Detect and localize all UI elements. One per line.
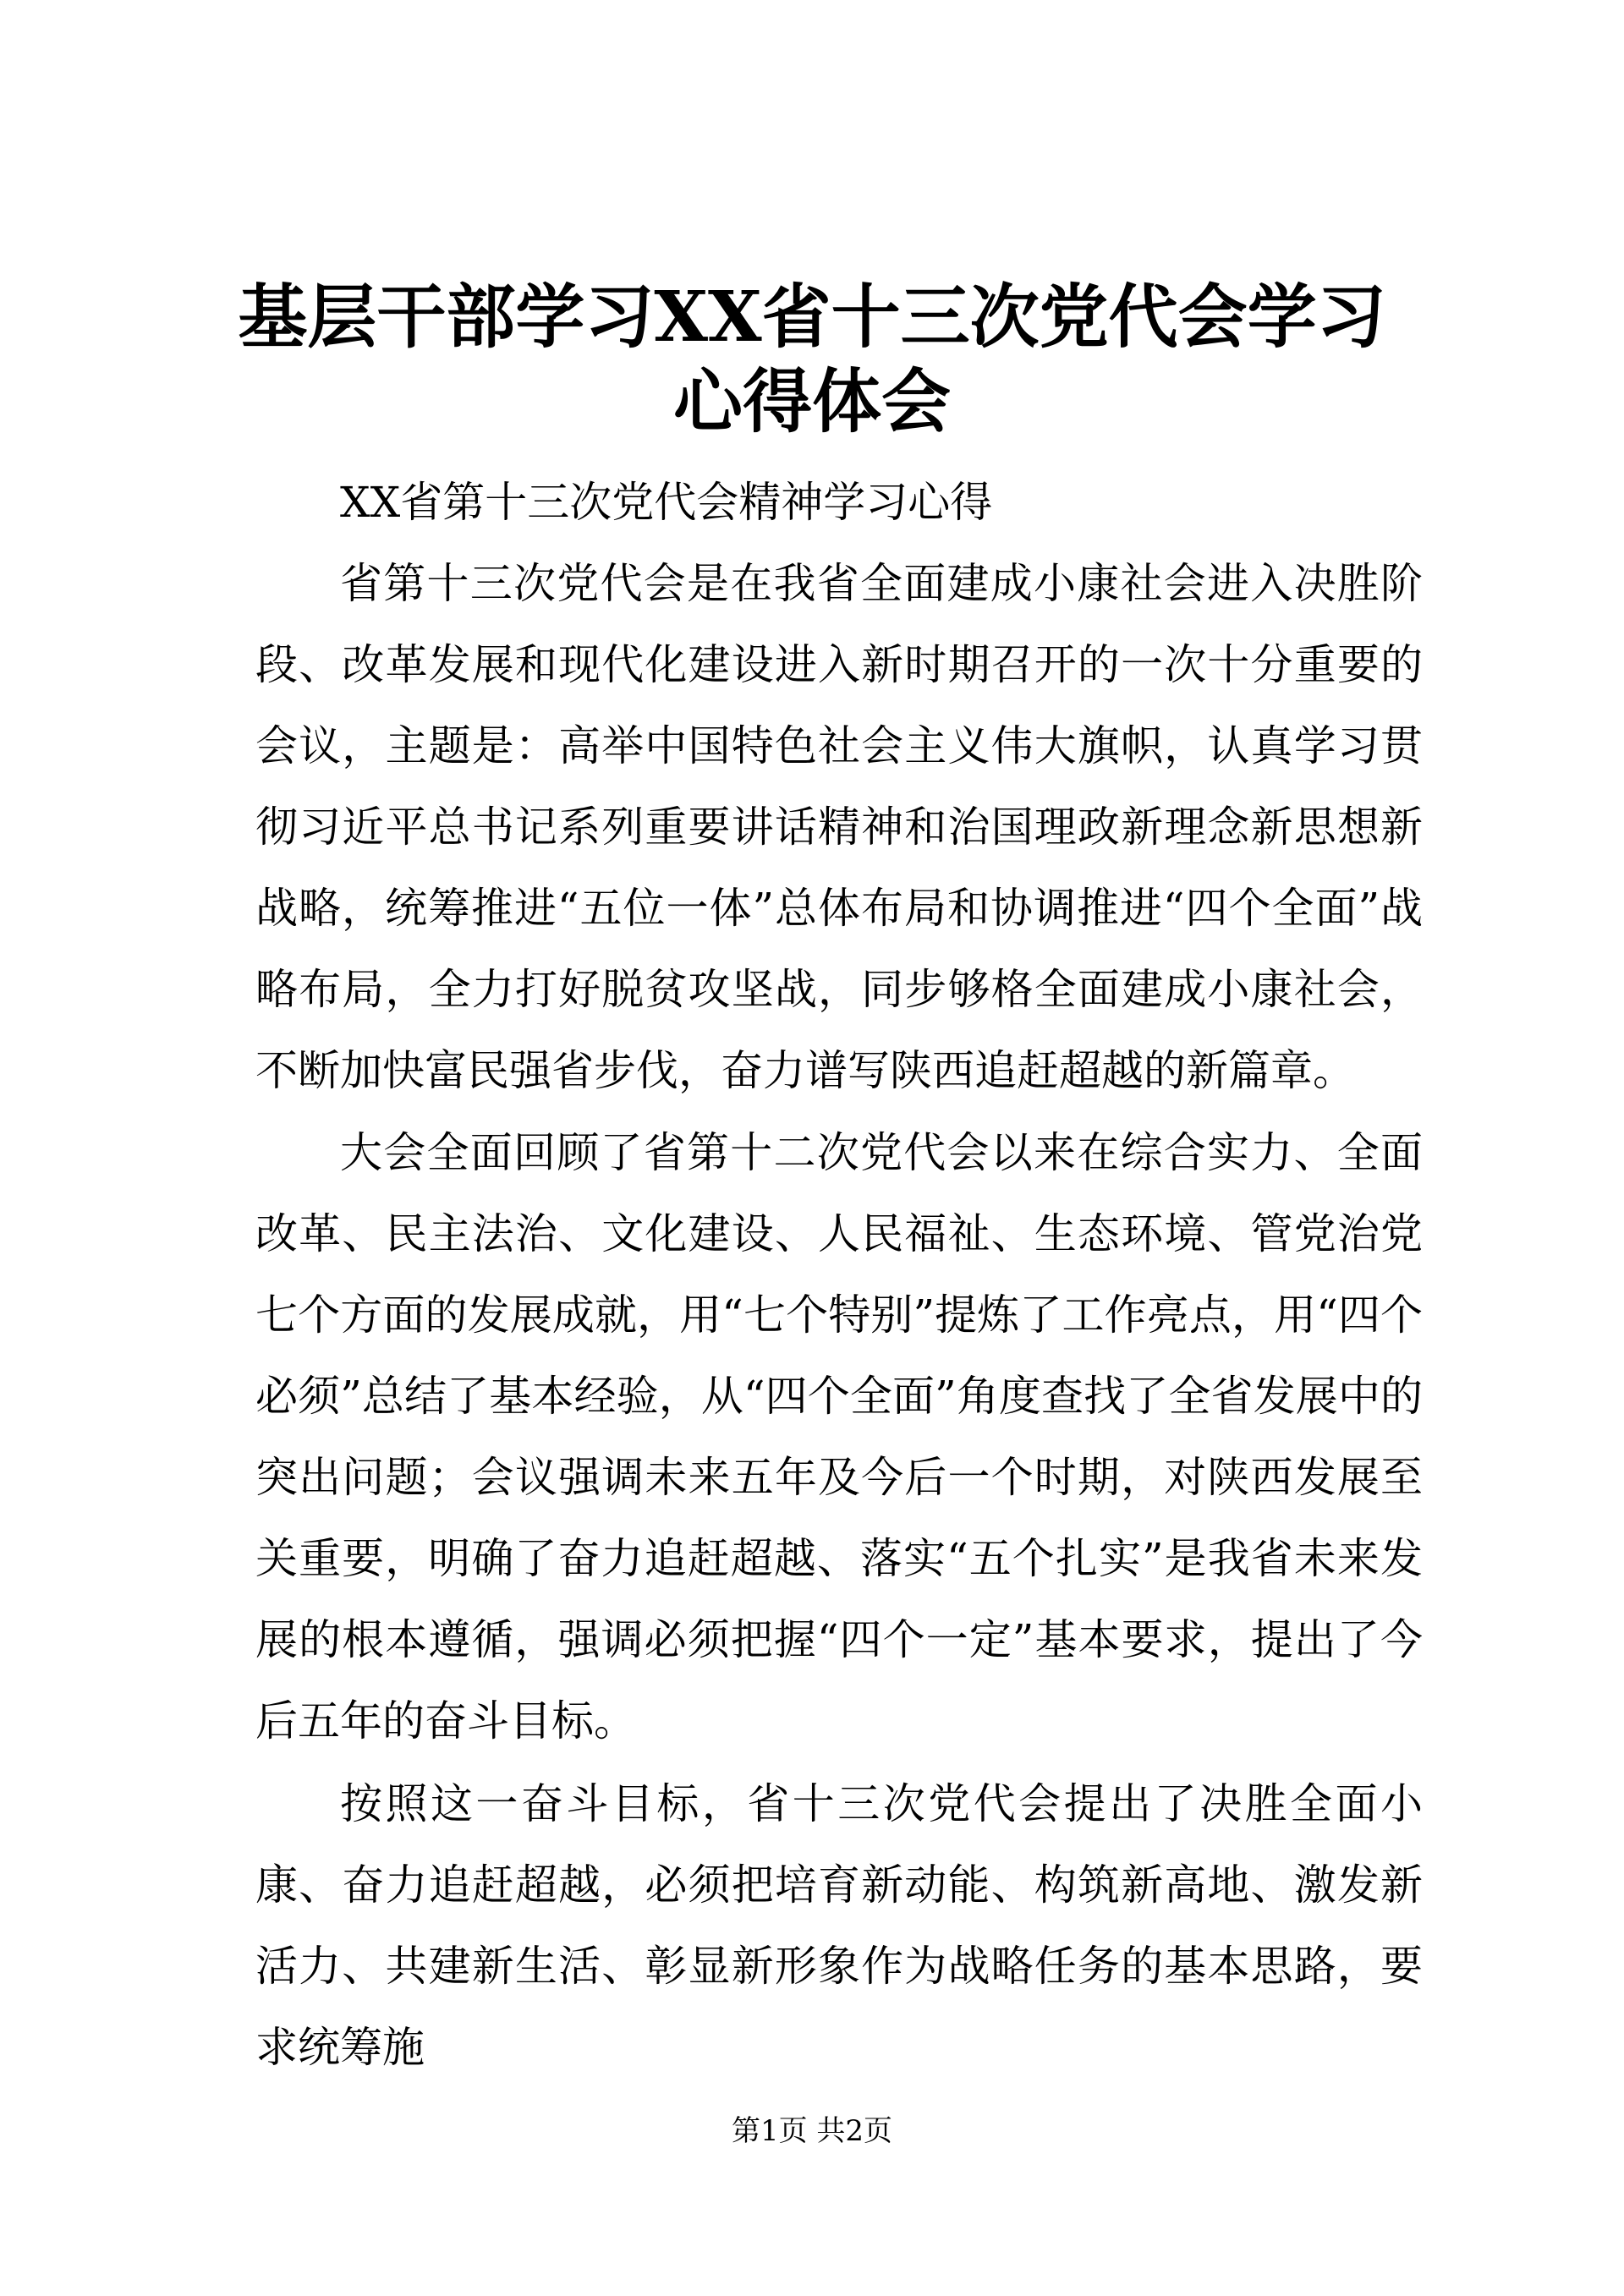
page-indicator: 第1页 共2页	[731, 2114, 893, 2148]
paragraph-2: 大会全面回顾了省第十二次党代会以来在综合实力、全面改革、民主法治、文化建设、人民福祉、生态环境、管党治党七个方面的发展成就，用“七个特别”提炼了工作亮点，用“四个必须”总结了基本经验，从“四个全面”角度查找了全省发展中的突出问题；会议强调未来五年及今后一个时期，对陕西发展至关重要，明确了奋力追赶超越、落实“五个扎实”是我省未来发展的根本遵循，强调必须把握“四个一定”基本要求，提出了今后五年的奋斗目标。	[255, 1128, 1423, 1745]
document-subtitle: XX省第十三次党代会精神学习心得	[340, 478, 993, 527]
paragraph-3: 按照这一奋斗目标，省十三次党代会提出了决胜全面小康、奋力追赶超越，必须把培育新动能、构筑新高地、激发新活力、共建新生活、彰显新形象作为战略任务的基本思路，要求统筹施	[255, 1779, 1423, 2072]
document-title: 基层干部学习XX省十三次党代会学习心得体会	[238, 277, 1386, 442]
paragraph-1: 省第十三次党代会是在我省全面建成小康社会进入决胜阶段、改革发展和现代化建设进入新时期召开的一次十分重要的会议，主题是：高举中国特色社会主义伟大旗帜，认真学习贯彻习近平总书记系列重要讲话精神和治国理政新理念新思想新战略，统筹推进“五位一体”总体布局和协调推进“四个全面”战略布局，全力打好脱贫攻坚战，同步够格全面建成小康社会，不断加快富民强省步伐，奋力谱写陕西追赶超越的新篇章。	[255, 559, 1423, 1095]
page-footer	[0, 2114, 1624, 2148]
